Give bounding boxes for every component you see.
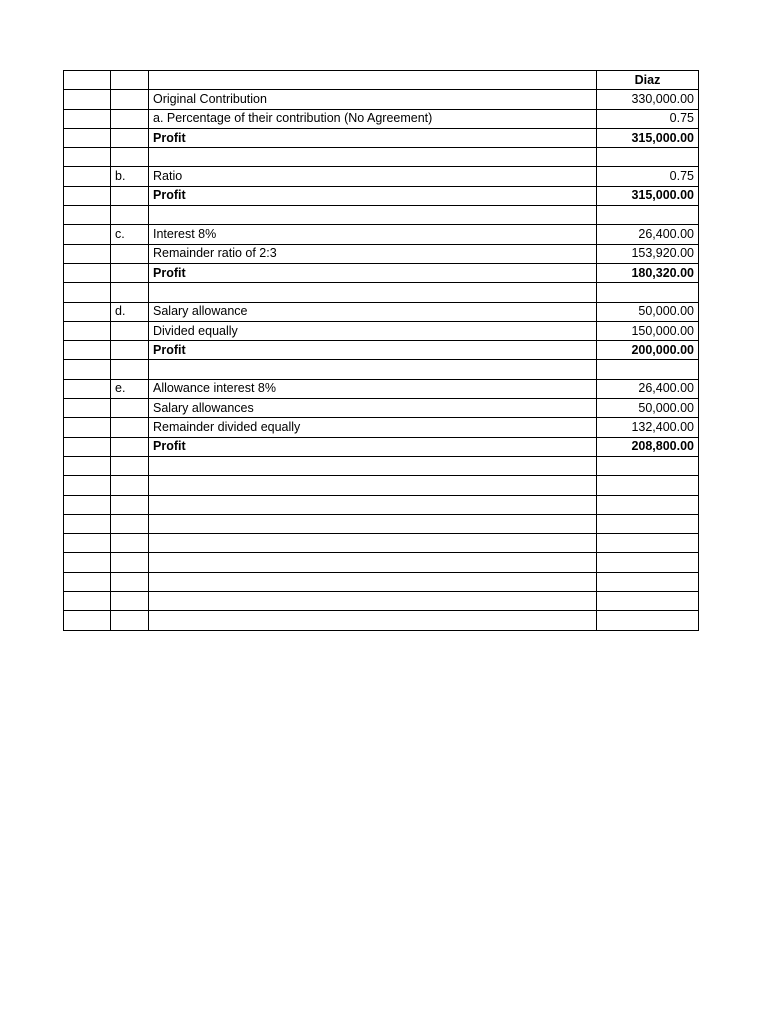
profit-distribution-table [63,70,699,631]
cell-item-letter [111,592,149,611]
table-row [64,534,699,553]
cell-description: Allowance interest 8% [149,379,597,398]
cell-description: Profit [149,128,597,147]
cell-value [597,360,699,379]
cell-description [149,71,597,90]
table-row [64,321,699,340]
cell-value: 26,400.00 [597,379,699,398]
table-body [64,71,699,631]
cell-blank [64,90,111,109]
cell-description: a. Percentage of their contribution (No Agreement) [149,109,597,128]
cell-blank [64,514,111,533]
cell-value [597,572,699,591]
table-row [64,611,699,630]
cell-description: Profit [149,186,597,205]
cell-item-letter [111,514,149,533]
cell-value [597,592,699,611]
cell-value: 208,800.00 [597,437,699,456]
table-row [64,302,699,321]
cell-item-letter: d. [111,302,149,321]
cell-description [149,360,597,379]
table-row [64,437,699,456]
cell-item-letter [111,71,149,90]
cell-item-letter [111,244,149,263]
cell-description: Salary allowances [149,399,597,418]
cell-blank [64,167,111,186]
cell-description [149,495,597,514]
table-row [64,476,699,495]
cell-value [597,495,699,514]
cell-description [149,592,597,611]
cell-blank [64,341,111,360]
table-row [64,206,699,225]
cell-blank [64,244,111,263]
cell-description [149,476,597,495]
cell-value: 150,000.00 [597,321,699,340]
table-row [64,128,699,147]
cell-blank [64,476,111,495]
cell-item-letter: c. [111,225,149,244]
cell-blank [64,321,111,340]
cell-blank [64,225,111,244]
cell-item-letter [111,341,149,360]
cell-blank [64,206,111,225]
cell-item-letter [111,148,149,167]
cell-value: 153,920.00 [597,244,699,263]
table-row [64,90,699,109]
cell-description [149,514,597,533]
cell-blank [64,456,111,475]
cell-item-letter: e. [111,379,149,398]
table-row [64,456,699,475]
cell-description: Profit [149,437,597,456]
table-row [64,360,699,379]
column-header-diaz: Diaz [597,71,699,90]
cell-item-letter [111,476,149,495]
cell-description: Ratio [149,167,597,186]
cell-blank [64,71,111,90]
cell-description [149,148,597,167]
cell-item-letter [111,418,149,437]
cell-blank [64,186,111,205]
cell-description: Original Contribution [149,90,597,109]
cell-value: 200,000.00 [597,341,699,360]
cell-value: 50,000.00 [597,302,699,321]
table-row [64,71,699,90]
cell-description [149,572,597,591]
cell-item-letter [111,611,149,630]
cell-value [597,553,699,572]
cell-value [597,456,699,475]
cell-description [149,553,597,572]
cell-description [149,611,597,630]
cell-item-letter [111,534,149,553]
cell-item-letter [111,399,149,418]
cell-blank [64,379,111,398]
cell-value: 180,320.00 [597,263,699,282]
cell-item-letter [111,186,149,205]
cell-description: Divided equally [149,321,597,340]
cell-item-letter: b. [111,167,149,186]
cell-item-letter [111,90,149,109]
table-row [64,418,699,437]
cell-blank [64,263,111,282]
cell-description [149,206,597,225]
cell-description: Remainder divided equally [149,418,597,437]
table-row [64,399,699,418]
cell-blank [64,109,111,128]
table-row [64,263,699,282]
cell-item-letter [111,321,149,340]
table-row [64,495,699,514]
cell-value [597,283,699,302]
cell-item-letter [111,263,149,282]
cell-description [149,534,597,553]
cell-item-letter [111,283,149,302]
cell-blank [64,611,111,630]
cell-blank [64,553,111,572]
table-row [64,148,699,167]
cell-value: 132,400.00 [597,418,699,437]
cell-value: 50,000.00 [597,399,699,418]
table-row [64,553,699,572]
table-row [64,109,699,128]
cell-blank [64,418,111,437]
cell-blank [64,128,111,147]
cell-value [597,514,699,533]
cell-item-letter [111,495,149,514]
cell-blank [64,495,111,514]
cell-item-letter [111,572,149,591]
cell-blank [64,360,111,379]
cell-value: 0.75 [597,167,699,186]
cell-item-letter [111,456,149,475]
table-row [64,379,699,398]
cell-blank [64,283,111,302]
cell-item-letter [111,553,149,572]
cell-description: Remainder ratio of 2:3 [149,244,597,263]
cell-description: Profit [149,341,597,360]
table-row [64,514,699,533]
cell-blank [64,572,111,591]
cell-description [149,283,597,302]
cell-value: 315,000.00 [597,128,699,147]
cell-item-letter [111,128,149,147]
cell-blank [64,592,111,611]
table-row [64,572,699,591]
cell-value [597,611,699,630]
cell-item-letter [111,109,149,128]
cell-blank [64,534,111,553]
cell-value [597,476,699,495]
cell-description: Profit [149,263,597,282]
table-row [64,225,699,244]
cell-value [597,534,699,553]
cell-description [149,456,597,475]
cell-item-letter [111,206,149,225]
table-row [64,167,699,186]
cell-value: 330,000.00 [597,90,699,109]
table-row [64,186,699,205]
cell-blank [64,437,111,456]
cell-description: Salary allowance [149,302,597,321]
cell-blank [64,302,111,321]
cell-value: 315,000.00 [597,186,699,205]
cell-value [597,206,699,225]
cell-blank [64,399,111,418]
cell-value: 26,400.00 [597,225,699,244]
table-row [64,341,699,360]
cell-item-letter [111,360,149,379]
cell-blank [64,148,111,167]
cell-item-letter [111,437,149,456]
table-row [64,244,699,263]
cell-value: 0.75 [597,109,699,128]
cell-description: Interest 8% [149,225,597,244]
table-row [64,592,699,611]
table-row [64,283,699,302]
cell-value [597,148,699,167]
